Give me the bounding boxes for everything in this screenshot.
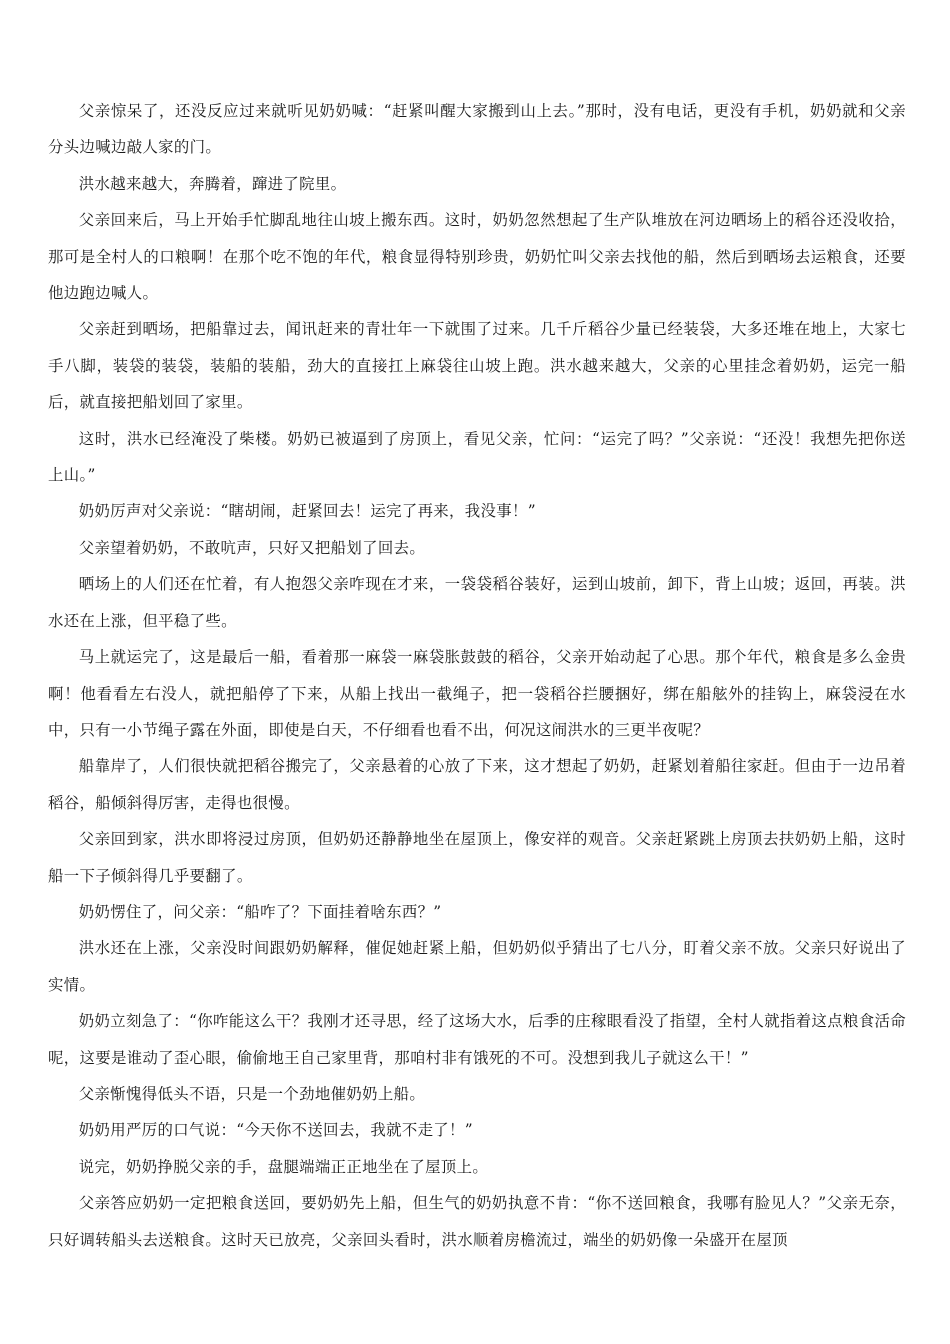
paragraph: 父亲望着奶奶，不敢吭声，只好又把船划了回去。 <box>78 538 426 557</box>
paragraph: 奶奶厉声对父亲说：“瞎胡闹，赶紧回去！运完了再来，我没事！” <box>78 502 536 521</box>
paragraph: 奶奶用严厉的口气说：“今天你不送回去，我就不走了！” <box>78 1121 474 1140</box>
paragraph: 父亲答应奶奶一定把粮食送回，要奶奶先上船，但生气的奶奶执意不肯：“你不送回粮食，我哪有脸见人？”父亲无奈，只好调转船头去送粮食。这时天已放亮，父亲回头看时，洪水顺着房檐流过，端坐的奶奶像一朵盛开在屋顶 <box>48 1194 906 1249</box>
paragraph: 奶奶立刻急了：“你咋能这么干？我刚才还寻思，经了这场大水，后季的庄稼眼看没了指望，全村人就指着这点粮食活命呢，这要是谁动了歪心眼，偷偷地王自己家里背，那咱村非有饿死的不可。没想到我儿子就这么干！” <box>48 1012 906 1067</box>
paragraph: 奶奶愣住了，问父亲：“船咋了？下面挂着啥东西？” <box>78 902 442 921</box>
paragraph: 这时，洪水已经淹没了柴楼。奶奶已被逼到了房顶上，看见父亲，忙问：“运完了吗？”父亲说：“还没！我想先把你送上山。” <box>48 429 906 485</box>
document-body <box>48 93 906 1258</box>
paragraph: 说完，奶奶挣脱父亲的手，盘腿端端正正地坐在了屋顶上。 <box>78 1157 489 1176</box>
paragraph: 父亲赶到晒场，把船靠过去，闻讯赶来的青壮年一下就围了过来。几千斤稻谷少量已经装袋，大多还堆在地上，大家七手八脚，装袋的装袋，装船的装船，劲大的直接扛上麻袋往山坡上跑。洪水越来越大，父亲的心里挂念着奶奶，运完一船后，就直接把船划回了家里。 <box>48 320 906 412</box>
paragraph: 父亲回到家，洪水即将浸过房顶，但奶奶还静静地坐在屋顶上，像安祥的观音。父亲赶紧跳上房顶去扶奶奶上船，这时船一下子倾斜得几乎要翻了。 <box>48 830 906 885</box>
paragraph: 洪水越来越大，奔腾着，蹿进了院里。 <box>78 174 347 193</box>
paragraph: 洪水还在上涨，父亲没时间跟奶奶解释，催促她赶紧上船，但奶奶似乎猜出了七八分，盯着父亲不放。父亲只好说出了实情。 <box>48 939 906 994</box>
paragraph: 晒场上的人们还在忙着，有人抱怨父亲咋现在才来，一袋袋稻谷装好，运到山坡前，卸下，背上山坡；返回，再装。洪水还在上涨，但平稳了些。 <box>48 575 906 630</box>
paragraph: 船靠岸了，人们很快就把稻谷搬完了，父亲悬着的心放了下来，这才想起了奶奶，赶紧划着船往家赶。但由于一边吊着稻谷，船倾斜得厉害，走得也很慢。 <box>48 757 906 812</box>
paragraph: 父亲惭愧得低头不语，只是一个劲地催奶奶上船。 <box>78 1084 426 1103</box>
paragraph: 马上就运完了，这是最后一船，看着那一麻袋一麻袋胀鼓鼓的稻谷，父亲开始动起了心思。那个年代，粮食是多么金贵啊！他看看左右没人，就把船停了下来，从船上找出一截绳子，把一袋稻谷拦腰捆好，绑在船舷外的挂钩上，麻袋浸在水中，只有一小节绳子露在外面，即使是白天，不仔细看也看不出，何况这闹洪水的三更半夜呢？ <box>48 648 906 739</box>
paragraph: 父亲回来后，马上开始手忙脚乱地往山坡上搬东西。这时，奶奶忽然想起了生产队堆放在河边晒场上的稻谷还没收拾，那可是全村人的口粮啊！在那个吃不饱的年代，粮食显得特别珍贵，奶奶忙叫父亲去找他的船，然后到晒场去运粮食，还要他边跑边喊人。 <box>48 211 906 303</box>
paragraph: 父亲惊呆了，还没反应过来就听见奶奶喊：“赶紧叫醒大家搬到山上去。”那时，没有电话，更没有手机，奶奶就和父亲分头边喊边敲人家的门。 <box>48 102 906 157</box>
